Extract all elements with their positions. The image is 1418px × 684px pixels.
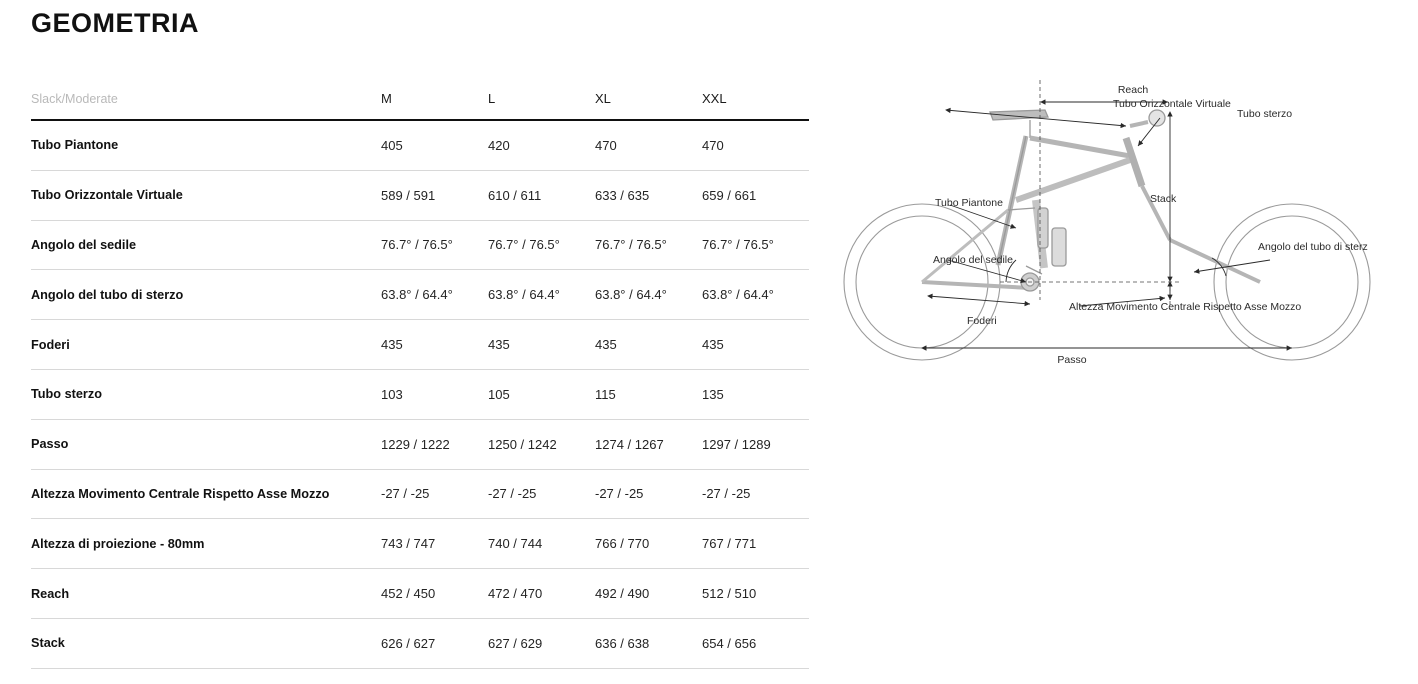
- cell-m: 589 / 591: [381, 187, 436, 203]
- cell-m: 1229 / 1222: [381, 436, 450, 452]
- table-row: [31, 320, 809, 370]
- cell-xxl: -27 / -25: [702, 486, 751, 502]
- row-label: Tubo sterzo: [31, 387, 102, 402]
- cell-l: 420: [488, 137, 510, 153]
- cell-m: 76.7° / 76.5°: [381, 237, 453, 253]
- table-row: [31, 270, 809, 320]
- chainstay-arrow: [928, 296, 1030, 304]
- table-header: [31, 78, 809, 120]
- page-title: GEOMETRIA: [31, 8, 200, 38]
- row-label: Altezza Movimento Centrale Rispetto Asse Mozzo: [31, 486, 330, 501]
- table-row: [31, 569, 809, 619]
- column-header-xxl: XXL: [702, 91, 727, 106]
- table-row: [31, 618, 809, 668]
- label-stack: Stack: [1150, 193, 1177, 205]
- label-bb-drop: Altezza Movimento Centrale Rispetto Asse Mozzo: [1069, 301, 1302, 313]
- row-label: Tubo Piantone: [31, 138, 119, 153]
- cell-xl: 470: [595, 137, 617, 153]
- cell-xxl: 1297 / 1289: [702, 436, 771, 452]
- cell-m: 405: [381, 137, 403, 153]
- label-top-tube: Tubo Orizzontale Virtuale: [1113, 98, 1231, 110]
- table-row: [31, 120, 809, 170]
- cell-m: 435: [381, 337, 403, 353]
- table-header-row: [31, 78, 809, 120]
- column-header-l: L: [488, 91, 496, 106]
- cell-xxl: 512 / 510: [702, 586, 757, 602]
- cell-m: 626 / 627: [381, 635, 436, 651]
- row-label: Altezza di proiezione - 80mm: [31, 536, 205, 551]
- cell-l: 610 / 611: [488, 187, 542, 203]
- label-chainstay: Foderi: [967, 315, 997, 327]
- geometry-table-container: [31, 78, 809, 669]
- cell-l: 740 / 744: [488, 536, 543, 552]
- row-label: Angolo del tubo di sterzo: [31, 287, 184, 302]
- front-wheel-icon: [1214, 204, 1370, 360]
- row-label: Passo: [31, 437, 69, 452]
- label-seat-tube: Tubo Piantone: [935, 197, 1003, 209]
- cell-xl: 766 / 770: [595, 536, 650, 552]
- cell-xl: 636 / 638: [595, 635, 650, 651]
- cell-xl: 76.7° / 76.5°: [595, 237, 667, 253]
- label-reach: Reach: [1117, 84, 1149, 96]
- row-label: Stack: [31, 636, 65, 651]
- cell-xxl: 654 / 656: [702, 635, 757, 651]
- cell-m: 103: [381, 386, 403, 402]
- label-head-tube: Tubo sterzo: [1237, 108, 1293, 120]
- label-head-angle: Angolo del tubo di sterz: [1258, 241, 1368, 253]
- geometry-table: [31, 78, 809, 669]
- cell-xxl: 435: [702, 337, 724, 353]
- cell-l: 627 / 629: [488, 635, 543, 651]
- row-label: Foderi: [31, 337, 70, 352]
- cell-l: 1250 / 1242: [488, 436, 557, 452]
- cell-l: 472 / 470: [488, 586, 543, 602]
- label-wheelbase: Passo: [1057, 354, 1087, 366]
- cell-xxl: 63.8° / 64.4°: [702, 287, 774, 303]
- cell-xxl: 470: [702, 137, 724, 153]
- cell-m: 743 / 747: [381, 536, 436, 552]
- table-row: [31, 469, 809, 519]
- table-row: [31, 419, 809, 469]
- column-header-m: M: [381, 91, 392, 106]
- table-row: [31, 220, 809, 270]
- bike-geometry-diagram: [830, 60, 1400, 410]
- cell-xl: 492 / 490: [595, 586, 650, 602]
- cell-l: 63.8° / 64.4°: [488, 287, 560, 303]
- cell-m: 63.8° / 64.4°: [381, 287, 453, 303]
- row-label: Angolo del sedile: [31, 237, 137, 252]
- variant-header: Slack/Moderate: [31, 91, 118, 106]
- cell-xl: 115: [595, 386, 616, 402]
- cell-l: 105: [488, 386, 510, 402]
- table-row: [31, 519, 809, 569]
- cell-xl: 63.8° / 64.4°: [595, 287, 667, 303]
- cell-xxl: 659 / 661: [702, 187, 757, 203]
- row-label: Tubo Orizzontale Virtuale: [31, 188, 183, 203]
- cell-m: 452 / 450: [381, 586, 436, 602]
- cell-xl: 435: [595, 337, 617, 353]
- cell-l: -27 / -25: [488, 486, 537, 502]
- cell-xl: 1274 / 1267: [595, 436, 664, 452]
- cell-xxl: 76.7° / 76.5°: [702, 237, 774, 253]
- row-label: Reach: [31, 586, 70, 601]
- cell-xxl: 767 / 771: [702, 536, 757, 552]
- cell-xxl: 135: [702, 386, 724, 402]
- cell-l: 435: [488, 337, 510, 353]
- cell-m: -27 / -25: [381, 486, 430, 502]
- cell-l: 76.7° / 76.5°: [488, 237, 560, 253]
- table-row: [31, 369, 809, 419]
- label-seat-angle: Angolo del sedile: [933, 254, 1013, 266]
- table-body: [31, 120, 809, 668]
- table-row: [31, 170, 809, 220]
- column-header-xl: XL: [595, 91, 611, 106]
- cell-xl: 633 / 635: [595, 187, 650, 203]
- cell-xl: -27 / -25: [595, 486, 644, 502]
